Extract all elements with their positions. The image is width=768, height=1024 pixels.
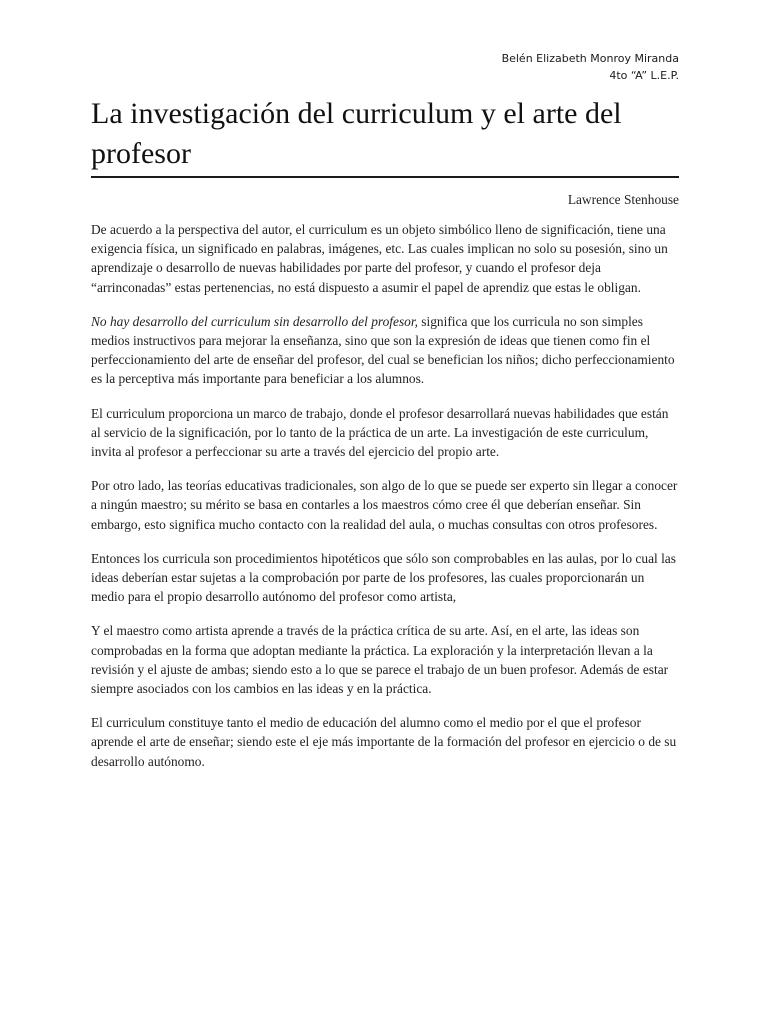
document-body [91,220,679,786]
author-name: Lawrence Stenhouse [567,192,679,207]
paragraph-6 [91,621,679,698]
student-name: Belén Elizabeth Monroy Miranda [501,52,679,65]
paragraph-2 [91,312,679,389]
paragraph-text: Y el maestro como artista aprende a través de la práctica crítica de su arte. Así, en el arte, las ideas son comprobadas en la forma que adoptan mediante la práctica. La exploración y la interpretación llevan a la revisión y el ajuste de ambas; siendo esto a lo que se parece el trabajo de un buen profesor. Además de estar siempre asociados con los cambios en las ideas y en la práctica. [91,623,669,697]
document-title: La investigación del curriculum y el arte del profesor [91,94,679,178]
paragraph-1 [91,220,679,297]
paragraph-3 [91,404,679,462]
italic-quote: No hay desarrollo del curriculum sin desarrollo del profesor, [91,313,418,329]
paragraph-7 [91,713,679,771]
header-block [502,50,679,84]
paragraph-text: De acuerdo a la perspectiva del autor, el curriculum es un objeto simbólico lleno de significación, tiene una exigencia física, un significado en palabras, imágenes, etc. Las cuales implican no solo su posesión, sino un aprendizaje o desarrollo de nuevas habilidades por parte del profesor, y cuando el profesor deja “arrinconadas” estas pertenencias, no está dispuesto a asumir el papel de aprendiz que estas le obligan. [91,222,668,295]
paragraph-text: El curriculum proporciona un marco de trabajo, donde el profesor desarrollará nuevas habilidades que están al servicio de la significación, por lo tanto de la práctica de un arte. La investigación de este curriculum, invita al profesor a perfeccionar su arte a través del ejercicio del propio arte. [91,405,669,460]
student-group: 4to “A” L.E.P. [609,69,679,82]
paragraph-text: Entonces los curricula son procedimientos hipotéticos que sólo son comprobables en las aulas, por lo cual las ideas deberían estar sujetas a la comprobación por parte de los profesores, las cuales proporcionarán un medio para el propio desarrollo autónomo del profesor como artista, [91,550,676,605]
paragraph-text: significa que los curricula no son simples medios instructivos para mejorar la enseñanza, sino que son la expresión de ideas que tienen como fin el perfeccionamiento del arte de enseñar del profesor, del cual se benefician los niños; dicho perfeccionamiento es la perceptiva más importante para beneficiar a los alumnos. [91,313,675,387]
paragraph-4 [91,476,679,534]
paragraph-5 [91,549,679,607]
paragraph-text: El curriculum constituye tanto el medio de educación del alumno como el medio por el que el profesor aprende el arte de enseñar; siendo este el eje más importante de la formación del profesor en ejercicio o de su desarrollo autónomo. [91,715,677,769]
paragraph-text: Por otro lado, las teorías educativas tradicionales, son algo de lo que se puede ser experto sin llegar a conocer a ningún maestro; su mérito se basa en contarles a los maestros cómo cree él que deberían enseñar. Sin embargo, esto significa mucho contacto con la realidad del aula, o muchas consultas con otros profesores. [91,478,678,532]
